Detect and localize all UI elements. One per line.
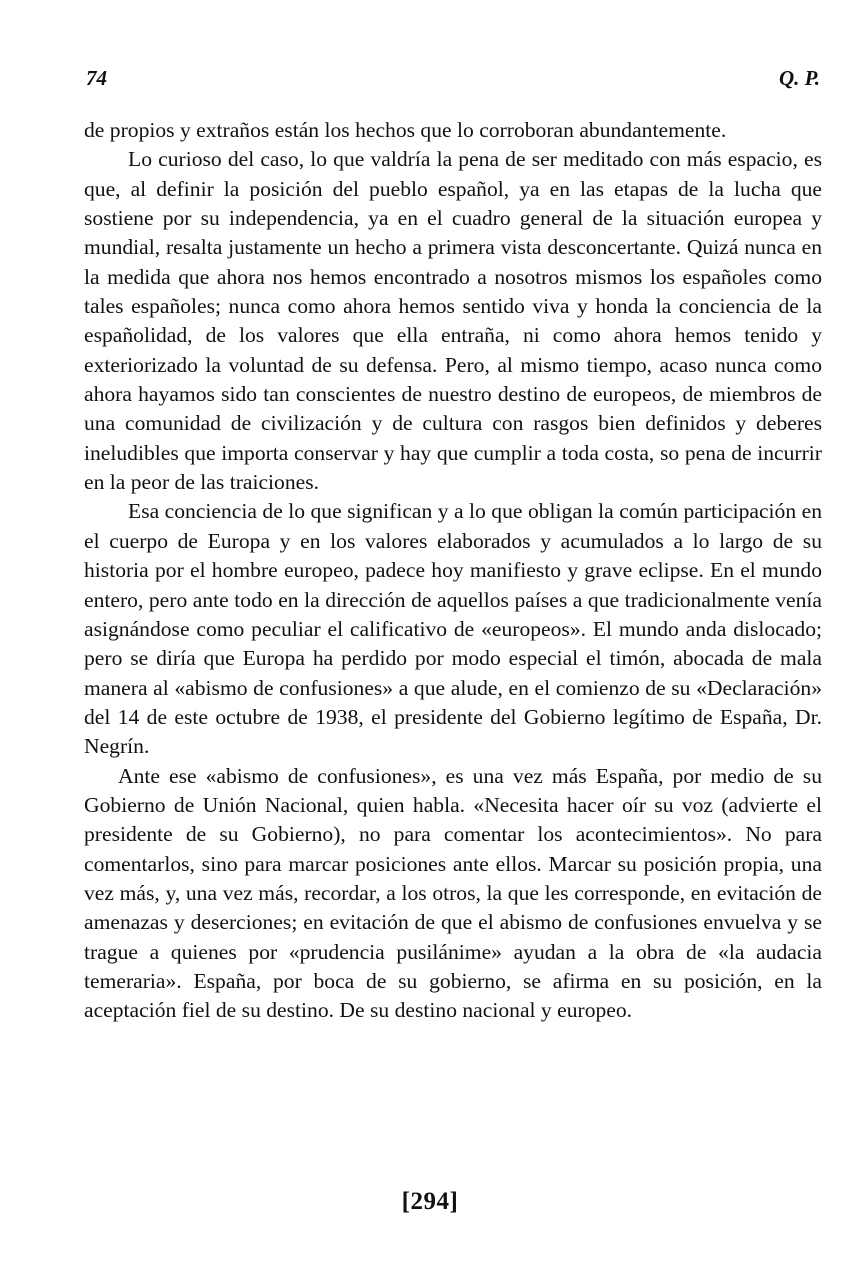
printed-page-number: [294] (401, 1188, 459, 1215)
paragraph: Ante ese «abismo de confusiones», es una vez más España, por medio de su Gobierno de Unión Nacional, quien habla. «Necesita hacer oír su voz (advierte el presidente de su Gobierno), no para comentar los acontecimientos». No para comentarlos, sino para marcar posiciones ante ellos. Marcar su posición propia, una vez más, y, una vez más, recordar, a los otros, la que les corresponde, en evitación de amenazas y deserciones; en evitación de que el abismo de confusiones envuelva y se trague a quienes por «prudencia pusilánime» ayudan a la obra de «la audacia temeraria». España, por boca de su gobierno, se afirma en su posición, en la aceptación fiel de su destino. De su destino nacional y europeo. (84, 763, 822, 1023)
page-header (86, 66, 820, 94)
body-text (84, 116, 822, 1026)
page-number: 74 (86, 66, 107, 90)
paragraph: Lo curioso del caso, lo que valdría la pena de ser meditado con más espacio, es que, al definir la posición del pueblo español, ya en las etapas de la lucha que sostiene por su independencia, ya en el cuadro general de la situación europea y mundial, resalta justamente un hecho a primera vista desconcertante. Quizá nunca en la medida que ahora nos hemos encontrado a nosotros mismos los españoles como tales españoles; nunca como ahora hemos sentido viva y honda la conciencia de la españolidad, de los valores que ella entraña, ni como ahora hemos tenido y exteriorizado la voluntad de su defensa. Pero, al mismo tiempo, acaso nunca como ahora hayamos sido tan conscientes de nuestro destino de europeos, de miembros de una comunidad de civilización y de cultura con rasgos bien definidos y deberes ineludibles que importa conservar y hay que cumplir a toda costa, so pena de incurrir en la peor de las traiciones. (84, 147, 822, 495)
paragraph-continued: de propios y extraños están los hechos que lo corroboran abundantemente. (84, 118, 727, 142)
running-title: Q. P. (778, 66, 820, 90)
paragraph: Esa conciencia de lo que significan y a lo que obligan la común participación en el cuerpo de Europa y en los valores elaborados y acumulados a lo largo de su historia por el hombre europeo, padece hoy manifiesto y grave eclipse. En el mundo entero, pero ante todo en la dirección de aquellos países a que tradicionalmente venía asignándose como peculiar el calificativo de «europeos». El mundo anda dislocado; pero se diría que Europa ha perdido por modo especial el timón, abocada de mala manera al «abismo de confusiones» a que alude, en el comienzo de su «Declaración» del 14 de este octubre de 1938, el presidente del Gobierno legítimo de España, Dr. Negrín. (84, 499, 822, 759)
